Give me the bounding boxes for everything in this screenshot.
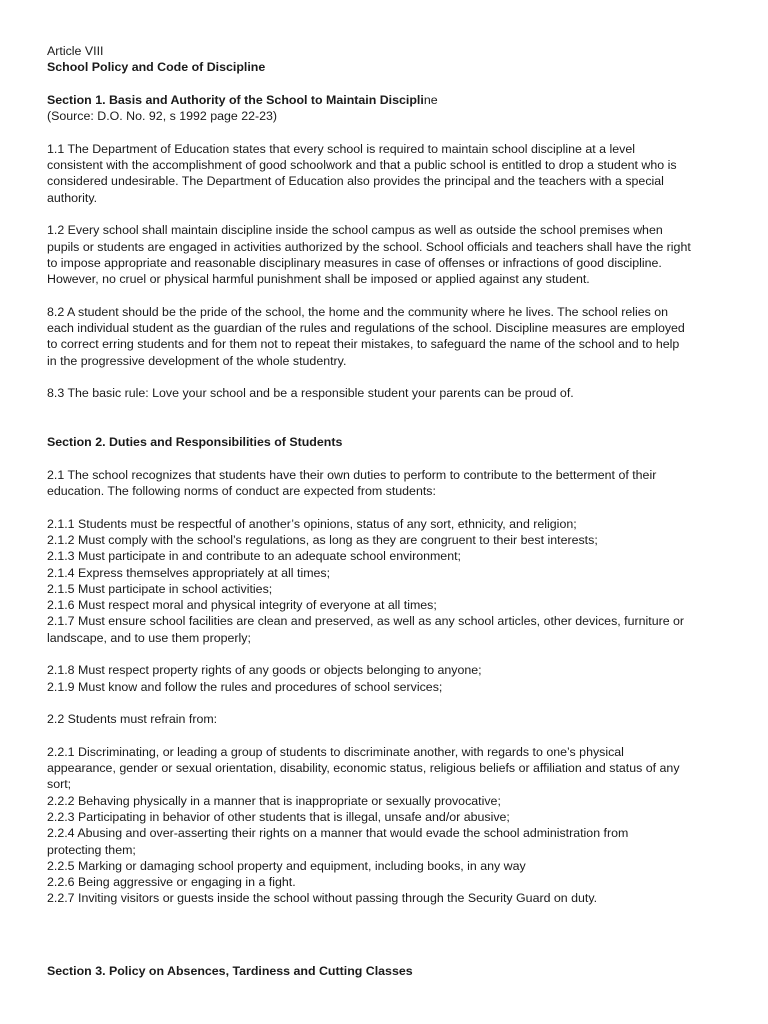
section-1-source: (Source: D.O. No. 92, s 1992 page 22-23): [47, 109, 278, 124]
document-page: [47, 43, 727, 979]
list-item: 2.2.3 Participating in behavior of other students that is illegal, unsafe and/or abusive;: [47, 809, 510, 824]
section-1-heading-bold: Section 1. Basis and Authority of the School to Maintain Discipli: [47, 92, 424, 107]
list-item: 2.1.3 Must participate in and contribute to an adequate school environment;: [47, 549, 461, 564]
duties-list-a: [47, 516, 727, 646]
paragraph-1-2: [47, 222, 727, 287]
list-item: 2.2.4 Abusing and over-asserting their rights on a manner that would evade the school administration from: [47, 826, 629, 841]
paragraph-8-2: [47, 304, 727, 369]
paragraph-2-1: [47, 467, 727, 500]
list-item: 2.1.1 Students must be respectful of another’s opinions, status of any sort, ethnicity, and religion;: [47, 516, 577, 531]
paragraph-line: to impose appropriate and reasonable disciplinary measures in case of offenses or infractions of good discipline.: [47, 255, 662, 270]
list-item: landscape, and to use them properly;: [47, 630, 251, 645]
list-item: 2.1.2 Must comply with the school’s regulations, as long as they are congruent to their best interests;: [47, 532, 598, 547]
paragraph-line: consistent with the accomplishment of good schoolwork and that a public school is entitled to drop a student who is: [47, 158, 677, 173]
paragraph-line: to correct erring students and for them not to repeat their mistakes, to safeguard the name of the school and to help: [47, 337, 680, 352]
section-1-heading-tail: ne: [423, 92, 438, 107]
duties-list-b: [47, 662, 727, 695]
paragraph-2-2: 2.2 Students must refrain from:: [47, 712, 218, 727]
article-title: School Policy and Code of Discipline: [47, 60, 266, 75]
paragraph-8-3: 8.3 The basic rule: Love your school and be a responsible student your parents can be proud of.: [47, 386, 574, 401]
section-2-heading: Section 2. Duties and Responsibilities of Students: [47, 435, 343, 450]
refrain-list: [47, 744, 727, 907]
list-item: 2.2.2 Behaving physically in a manner that is inappropriate or sexually provocative;: [47, 793, 501, 808]
list-item: 2.2.7 Inviting visitors or guests inside the school without passing through the Security Guard on duty.: [47, 891, 598, 906]
article-label: Article VIII: [47, 44, 104, 58]
paragraph-line: However, no cruel or physical harmful punishment shall be imposed or applied against any student.: [47, 272, 590, 287]
list-item: 2.1.8 Must respect property rights of any goods or objects belonging to anyone;: [47, 663, 482, 678]
paragraph-line: education. The following norms of conduct are expected from students:: [47, 484, 436, 499]
list-item: 2.2.6 Being aggressive or engaging in a fight.: [47, 875, 296, 890]
paragraph-line: 8.2 A student should be the pride of the school, the home and the community where he lives. The school relies on: [47, 304, 669, 319]
list-item: 2.1.5 Must participate in school activities;: [47, 581, 273, 596]
paragraph-line: 1.2 Every school shall maintain discipline inside the school campus as well as outside the school premises when: [47, 223, 663, 238]
list-item: 2.1.7 Must ensure school facilities are clean and preserved, as well as any school articles, other devices, furniture or: [47, 614, 685, 629]
paragraph-line: authority.: [47, 190, 98, 205]
paragraph-line: pupils or students are engaged in activities authorized by the school. School officials and teachers shall have the right: [47, 239, 691, 254]
paragraph-1-1: [47, 141, 727, 206]
list-item: 2.2.5 Marking or damaging school property and equipment, including books, in any way: [47, 858, 526, 873]
list-item: appearance, gender or sexual orientation, disability, economic status, religious beliefs or affiliation and status of any: [47, 761, 680, 776]
list-item: 2.2.1 Discriminating, or leading a group of students to discriminate another, with regards to one’s physical: [47, 744, 624, 759]
paragraph-line: each individual student as the guardian of the rules and regulations of the school. Discipline measures are employed: [47, 321, 685, 336]
list-item: 2.1.6 Must respect moral and physical integrity of everyone at all times;: [47, 598, 437, 613]
section-3-heading: Section 3. Policy on Absences, Tardiness and Cutting Classes: [47, 963, 413, 978]
paragraph-line: in the progressive development of the whole studentry.: [47, 353, 347, 368]
paragraph-line: 2.1 The school recognizes that students have their own duties to perform to contribute to the betterment of their: [47, 467, 657, 482]
paragraph-line: 1.1 The Department of Education states that every school is required to maintain school discipline at a level: [47, 141, 635, 156]
list-item: sort;: [47, 777, 72, 792]
list-item: protecting them;: [47, 842, 136, 857]
section-1-heading: [47, 92, 727, 108]
list-item: 2.1.9 Must know and follow the rules and procedures of school services;: [47, 679, 443, 694]
paragraph-line: considered undesirable. The Department of Education also provides the principal and the teachers with a special: [47, 174, 664, 189]
list-item: 2.1.4 Express themselves appropriately at all times;: [47, 565, 331, 580]
